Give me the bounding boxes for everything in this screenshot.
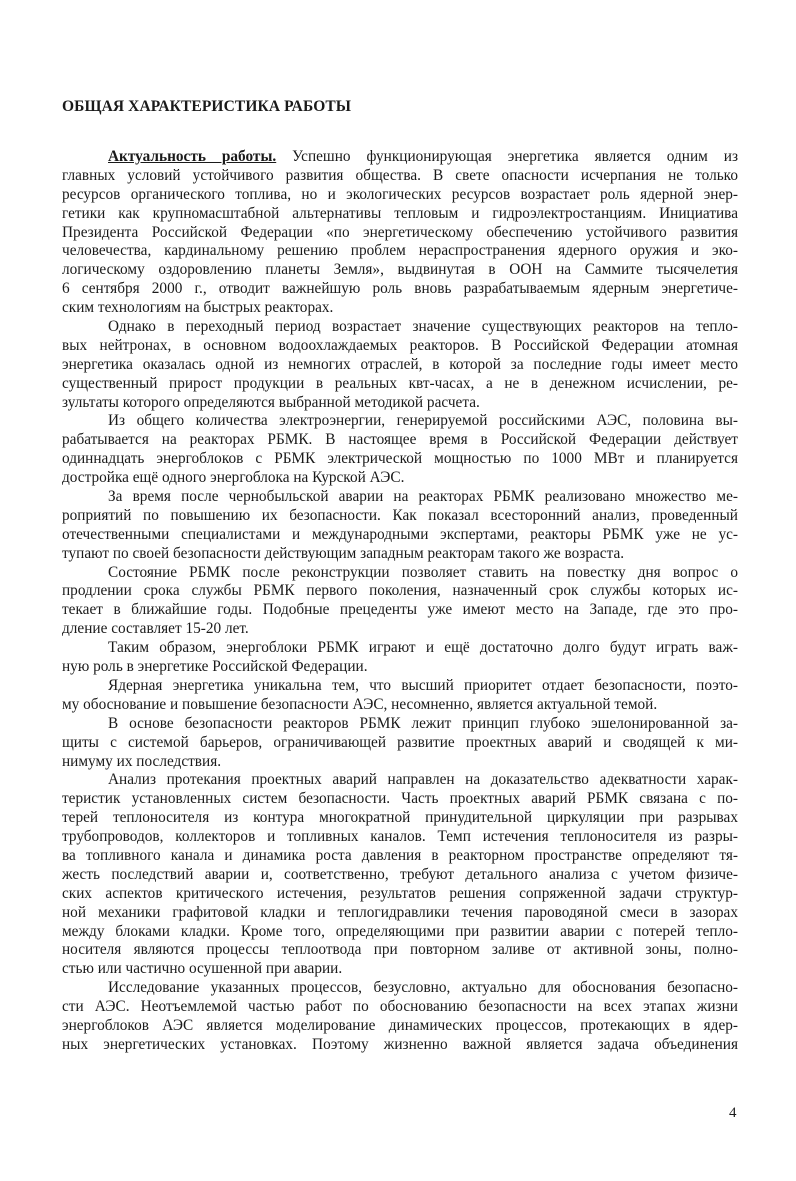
text-line	[62, 809, 738, 828]
paragraph	[62, 639, 738, 677]
text-line	[62, 431, 738, 450]
text-line	[62, 696, 738, 715]
text-line	[62, 677, 738, 696]
line-text: щиты с системой барьеров, ограничивающей развитие проектных аварий и сводящей к ми-	[62, 733, 738, 751]
paragraph	[62, 715, 738, 772]
text-line	[62, 904, 738, 923]
text-line	[62, 186, 738, 205]
line-text: За время после чернобыльской аварии на реакторах РБМК реализовано множество ме-	[108, 488, 738, 506]
text-line	[62, 639, 738, 658]
text-line	[62, 412, 738, 431]
line-text: ва топливного канала и динамика роста давления в реакторном пространстве определяют тя-	[62, 846, 738, 864]
text-line	[62, 771, 738, 790]
line-text: Успешно функционирующая энергетика является одним из	[276, 148, 738, 165]
line-text: одиннадцать энергоблоков с РБМК электрической мощностью по 1000 МВт и планируется	[62, 450, 738, 468]
line-text: теристик установленных систем безопасности. Часть проектных аварий РБМК связана с по-	[62, 790, 738, 808]
text-line	[62, 205, 738, 224]
text-line	[62, 488, 738, 507]
paragraph	[62, 412, 738, 488]
text-line	[62, 847, 738, 866]
text-line	[62, 866, 738, 885]
line-text: существенный прирост продукции в реальных квт-часах, а не в денежном исчислении, ре-	[62, 374, 738, 392]
text-line	[62, 526, 738, 545]
line-text: вых нейтронах, в основном водоохлаждаемых реакторов. В Российской Федерации атомная	[62, 336, 738, 354]
text-line	[62, 507, 738, 526]
line-text: продлении срока службы РБМК первого поколения, назначенный срок службы которых ис-	[62, 582, 738, 600]
line-text: носителя являются процессы теплоотвода при повторном заливе от активной зоны, полно-	[62, 941, 738, 959]
line-text: Президента Российской Федерации «по энергетическому обеспечению устойчивого развития	[62, 223, 738, 241]
text-line	[62, 941, 738, 960]
page-number: 4	[729, 1105, 737, 1121]
text-line	[62, 582, 738, 601]
section-heading: ОБЩАЯ ХАРАКТЕРИСТИКА РАБОТЫ	[62, 98, 352, 115]
line-text: В основе безопасности реакторов РБМК лежит принцип глубоко эшелонированной за-	[108, 714, 738, 732]
line-text: ной механики графитовой кладки и теплогидравлики течения пароводяной смеси в зазорах	[62, 903, 738, 921]
paragraph	[62, 677, 738, 715]
line-text: главных условий устойчивого развития общества. В свете опасности исчерпания не только	[62, 166, 738, 184]
text-line	[62, 753, 738, 772]
line-text: ских аспектов критического истечения, результатов решения сопряженной задачи структур-	[62, 884, 738, 902]
text-line	[62, 356, 738, 375]
line-text: жесть последствий аварии и, соответственно, требуют детального анализа с учетом физиче-	[62, 865, 738, 883]
text-line	[62, 394, 738, 413]
line-text: рабатывается на реакторах РБМК. В настоящее время в Российской Федерации действует	[62, 431, 738, 449]
line-text: ную роль в энергетике Российской Федерации.	[62, 658, 368, 676]
line-text: нимуму их последствия.	[62, 752, 222, 770]
text-line	[62, 885, 738, 904]
line-text: зультаты которого определяются выбранной методикой расчета.	[62, 393, 480, 411]
text-line	[62, 998, 738, 1017]
text-line	[62, 299, 738, 318]
line-text: отечественными специалистами и международными экспертами, реакторы РБМК уже не ус-	[62, 525, 738, 543]
line-text: Состояние РБМК после реконструкции позволяет ставить на повестку дня вопрос о	[108, 563, 738, 581]
text-line	[62, 960, 738, 979]
line-text: человечества, кардинальному решению проблем нераспространения ядерного оружия и эко-	[62, 242, 738, 260]
text-line	[62, 224, 738, 243]
text-line	[62, 601, 738, 620]
paragraph	[62, 564, 738, 640]
line-text: ных энергетических установках. Поэтому жизненно важной является задача объединения	[62, 1035, 738, 1053]
text-line	[62, 658, 738, 677]
text-line	[62, 450, 738, 469]
line-text: трубопроводов, коллекторов и топливных каналов. Темп истечения теплоносителя из разры-	[62, 828, 738, 846]
paragraph	[62, 148, 738, 318]
text-line	[62, 261, 738, 280]
text-line	[62, 790, 738, 809]
lead-phrase: Актуальность работы.	[108, 148, 277, 165]
text-line	[62, 167, 738, 186]
paragraph	[62, 318, 738, 412]
line-text: гетики как крупномасштабной альтернативы тепловым и гидроэлектростанциям. Инициатива	[62, 204, 738, 222]
line-text: Исследование указанных процессов, безусловно, актуально для обоснования безопасно-	[108, 979, 738, 997]
text-line	[62, 318, 738, 337]
line-text: терей теплоносителя из контура многократной принудительной циркуляции при разрывах	[62, 809, 738, 827]
paragraph	[62, 488, 738, 564]
paragraph	[62, 771, 738, 979]
line-text: 6 сентября 2000 г., отводит важнейшую роль вновь разрабатываемым ядерным энергетиче-	[62, 280, 738, 298]
text-line	[62, 1036, 738, 1055]
text-line	[62, 979, 738, 998]
text-line	[62, 1017, 738, 1036]
text-line	[62, 828, 738, 847]
text-line	[62, 280, 738, 299]
text-line	[62, 242, 738, 261]
line-text: Анализ протекания проектных аварий направлен на доказательство адекватности харак-	[108, 771, 738, 789]
text-line	[62, 564, 738, 583]
line-text: энергоблоков АЭС является моделирование динамических процессов, протекающих в ядер-	[62, 1016, 738, 1034]
line-text: ресурсов органического топлива, но и экологических ресурсов возрастает роль ядерной энер-	[62, 185, 738, 203]
text-line	[62, 545, 738, 564]
text-line	[62, 469, 738, 488]
text-line	[62, 715, 738, 734]
line-text: сти АЭС. Неотъемлемой частью работ по обоснованию безопасности на всех этапах жизни	[62, 998, 738, 1016]
text-line	[62, 337, 738, 356]
text-line	[62, 375, 738, 394]
line-text: Таким образом, энергоблоки РБМК играют и ещё достаточно долго будут играть важ-	[108, 639, 738, 657]
text-line	[62, 734, 738, 753]
line-text: Ядерная энергетика уникальна тем, что высший приоритет отдает безопасности, поэто-	[108, 676, 738, 694]
line-text: достройка ещё одного энергоблока на Курской АЭС.	[62, 469, 405, 487]
document-body	[62, 148, 738, 1055]
text-line	[62, 148, 738, 167]
line-text: стью или частично осушенной при аварии.	[62, 960, 343, 978]
line-text: энергетика оказалась одной из немногих отраслей, в которой за последние годы имеет место	[62, 355, 738, 373]
line-text: роприятий по повышению их безопасности. Как показал всесторонний анализ, проведенный	[62, 506, 738, 524]
line-text: логическому оздоровлению планеты Земля», выдвинутая в ООН на Саммите тысячелетия	[62, 261, 738, 279]
line-text: ским технологиям на быстрых реакторах.	[62, 299, 334, 317]
line-text: текает в ближайшие годы. Подобные прецеденты уже имеют место на Западе, где это про-	[62, 601, 738, 619]
paragraph	[62, 979, 738, 1055]
line-text: тупают по своей безопасности действующим западным реакторам такого же возраста.	[62, 544, 625, 562]
line-text: между блоками кладки. Кроме того, определяющими при развитии аварии с потерей тепло-	[62, 922, 738, 940]
line-text: Однако в переходный период возрастает значение существующих реакторов на тепло-	[108, 318, 738, 336]
line-text: Из общего количества электроэнергии, генерируемой российскими АЭС, половина вы-	[108, 412, 738, 430]
text-line	[62, 620, 738, 639]
line-text: му обоснование и повышение безопасности АЭС, несомненно, является актуальной темой.	[62, 695, 658, 713]
text-line	[62, 923, 738, 942]
line-text: дление составляет 15-20 лет.	[62, 620, 249, 638]
